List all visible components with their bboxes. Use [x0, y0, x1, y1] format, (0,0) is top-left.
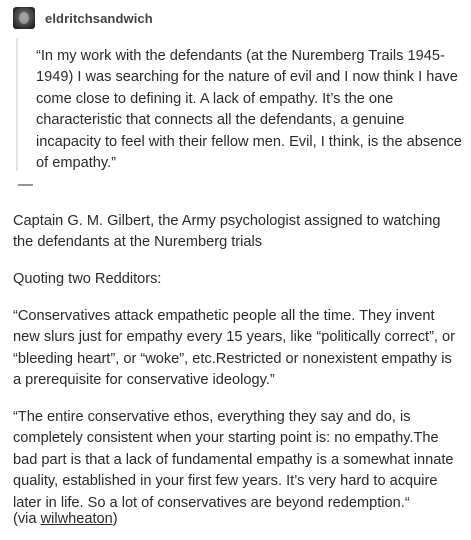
quote-text: “In my work with the defendants (at the Nuremberg Trails 1945-1949) I was searching for the nature of evil and I now think I have come close to defining it. A lack of empathy. It’s the one characteristic that connects all the defendants, a genuine incapacity to feel with their fellow men. Evil, I think, is the absence of empathy.”: [36, 48, 462, 172]
reddit-quote-1: “Conservatives attack empathetic people all the time. They invent new slurs just for empathy every 15 years, like “politically correct”, or “bleeding heart”, or “woke”, etc.Restricted or nonexistent empathy is a prerequisite for conservative ideology.”: [13, 308, 456, 389]
via-link[interactable]: wilwheaton: [40, 511, 113, 527]
via-line: [13, 509, 463, 530]
blockquote: [16, 38, 464, 171]
username-link[interactable]: eldritchsandwich: [45, 10, 153, 26]
attribution-text: Captain G. M. Gilbert, the Army psychologist assigned to watching the defendants at the Nuremberg trials: [13, 213, 441, 251]
reddit-quote-2: “The entire conservative ethos, everything they say and do, is completely consistent when your starting point is: no empathy.The bad part is that a lack of fundamental empathy is a somewhat innate quality, established in your first few years. It’s very hard to acquire later in life. So a lot of conservatives are beyond redemption.“: [13, 409, 454, 511]
via-suffix: ): [112, 511, 118, 527]
quoting-intro-text: Quoting two Redditors:: [13, 271, 162, 287]
avatar[interactable]: [13, 7, 35, 29]
dash-separator: —: [18, 176, 33, 193]
via-prefix: (via: [13, 511, 41, 527]
post-header: [13, 6, 153, 30]
